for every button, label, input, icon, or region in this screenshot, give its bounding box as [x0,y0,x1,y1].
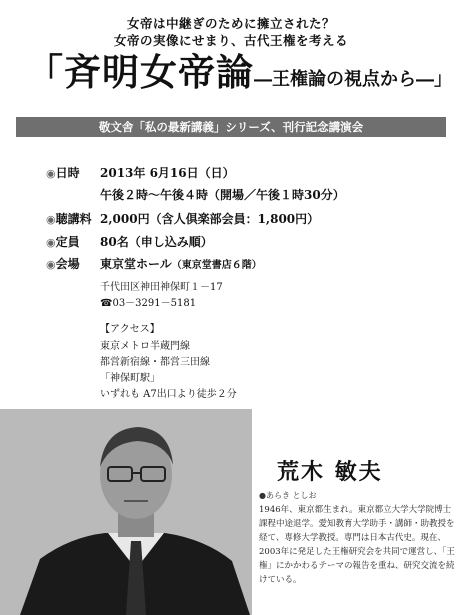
access-line: 東京メトロ半蔵門線 [100,341,190,352]
speaker-reading: ●あらき としお [259,491,317,500]
detail-fee [46,210,320,227]
teaser-line-1: 女帝は中継ぎのために擁立された？ [126,16,335,31]
speaker-photo [0,409,252,615]
detail-capacity [46,233,213,250]
access-line: 「神保町駅」 [100,373,160,384]
date-value: 2013年 6月16日（日） [100,166,235,180]
teaser-line-2: 女帝の実像にせまり、古代王権を考える [113,33,348,48]
bullet-icon: ◉ [46,258,56,271]
speaker-bio: 1946年、東京都生まれ。東京都立大学大学院博士課程中途退学。愛知教育大学助手・講師・助教授を経て、専修大学教授。専門は日本古代史。現在、2003年に発足した王権研究会を共同で運営し、「王権」にかかわるテーマの報告を重ね、研究交流を続けている。 [259,505,455,585]
capacity-value: 80名（申し込み順） [100,235,213,249]
access-line: 都営新宿線・都営三田線 [100,357,210,368]
page-title [26,42,452,96]
detail-date [46,164,235,181]
title-subtitle: ―王権論の視点から―」 [254,69,452,90]
access-heading: 【アクセス】 [100,324,160,335]
detail-venue [46,255,262,272]
access-line: いずれも A7出口より徒歩２分 [100,389,237,400]
venue-value-wrap [100,255,262,272]
portrait-icon [0,409,252,615]
detail-time: 午後２時～午後４時（開場／午後１時30分） [100,188,345,202]
venue-phone: ☎03－3291－5181 [100,298,197,309]
venue-address: 千代田区神田神保町１－17 [100,282,223,293]
title-main: 「斉明女帝論 [26,50,254,94]
capacity-label: 定員 [55,235,80,249]
venue-note: （東京堂書店６階） [171,260,262,271]
venue-value: 東京堂ホール [100,257,172,271]
venue-label: 会場 [55,257,80,271]
bullet-icon: ◉ [46,213,56,226]
speaker-name: 荒木 敏夫 [277,459,383,485]
fee-label: 聴講料 [55,212,92,226]
bullet-icon: ◉ [46,236,56,249]
fee-value: 2,000円（含人倶楽部会員：1,800円） [100,212,320,226]
date-label: 日時 [55,166,80,180]
bullet-icon: ◉ [46,167,56,180]
series-banner: 敬文舎「私の最新講義」シリーズ、刊行記念講演会 [16,117,446,137]
